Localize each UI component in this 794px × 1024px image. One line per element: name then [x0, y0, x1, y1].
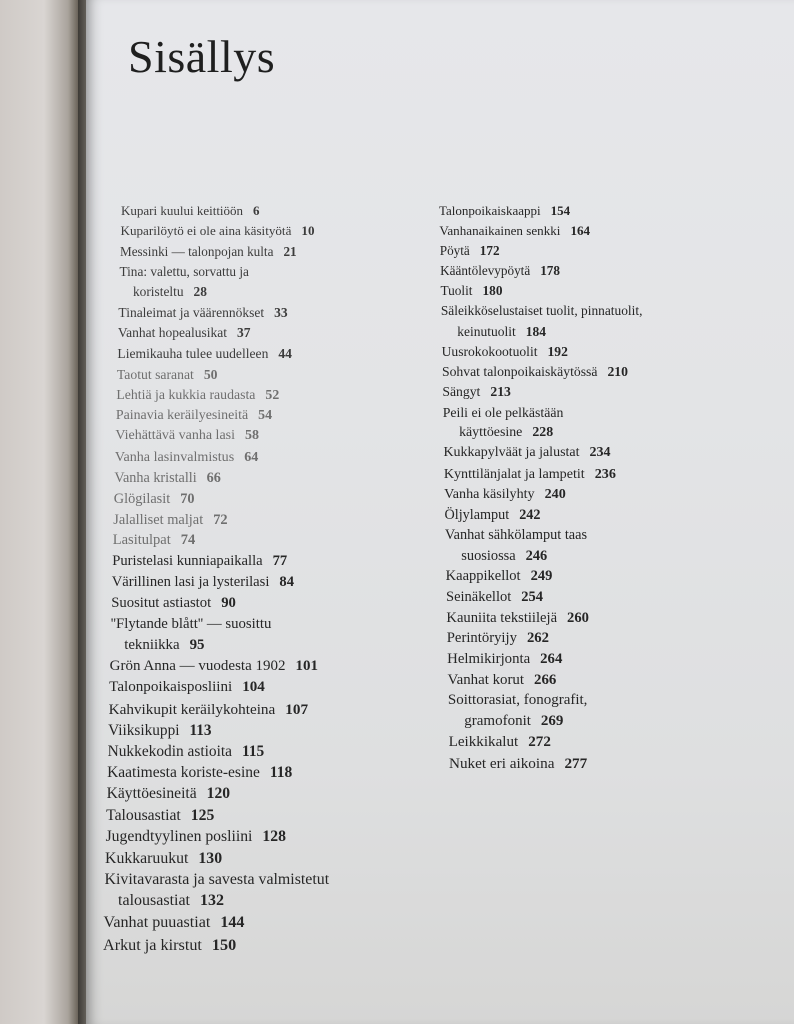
toc-entry-title: Painavia keräilyesineitä	[115, 407, 249, 423]
toc-entry-title: Vanhat sähkölamput taas	[444, 527, 588, 544]
toc-entry	[115, 428, 259, 444]
toc-entry	[120, 223, 314, 239]
facing-page-edge	[0, 0, 80, 1024]
toc-entry-page-number: 104	[242, 679, 265, 696]
toc-entry	[133, 284, 207, 300]
toc-entry	[445, 527, 587, 544]
toc-entry	[107, 764, 292, 782]
toc-entry	[111, 595, 236, 612]
toc-entry-page-number: 58	[245, 428, 259, 444]
toc-entry	[439, 203, 570, 219]
toc-entry-title: Kukkaruukut	[105, 849, 189, 867]
toc-entry	[106, 807, 214, 825]
toc-entry-title: Perintöryijy	[446, 630, 517, 647]
toc-entry-title: Vanha lasinvalmistus	[114, 449, 235, 466]
toc-entry-page-number: 236	[594, 465, 616, 482]
toc-entry	[440, 263, 560, 279]
toc-entry-title: Tinaleimat ja väärennökset	[118, 304, 265, 320]
toc-entry-title: Nukkekodin astioita	[107, 742, 233, 760]
toc-entry-title: Nuket eri aikoina	[449, 755, 555, 772]
toc-entry-title: Uusrokokootuolit	[441, 343, 538, 359]
toc-entry-page-number: 90	[221, 595, 236, 612]
toc-entry	[442, 364, 628, 380]
toc-entry	[121, 203, 260, 219]
toc-entry	[114, 491, 195, 508]
toc-entry-title: Kupari kuului keittiöön	[121, 203, 244, 218]
toc-entry-title: Seinäkellot	[446, 588, 512, 605]
toc-entry-title: Pöytä	[439, 243, 470, 259]
toc-entry	[446, 568, 553, 585]
toc-entry-title: Talousastiat	[106, 806, 181, 824]
toc-entry	[448, 692, 588, 709]
toc-entry-title: Sängyt	[442, 384, 481, 400]
toc-entry	[440, 243, 500, 259]
toc-entry-title: tekniikka	[124, 637, 180, 654]
toc-entry	[124, 637, 204, 654]
toc-entry	[443, 445, 610, 461]
toc-entry-page-number: 6	[253, 203, 260, 218]
toc-entry-title: Liemikauha tulee uudelleen	[117, 345, 269, 361]
toc-entry-page-number: 70	[180, 490, 195, 507]
toc-entry-title: gramofonit	[464, 713, 531, 730]
toc-entry-page-number: 240	[544, 486, 566, 503]
toc-entry-title: Sohvat talonpoikaiskäytössä	[441, 364, 598, 380]
toc-entry	[459, 425, 553, 441]
toc-entry-page-number: 28	[193, 284, 207, 300]
toc-entry-page-number: 37	[237, 325, 251, 341]
toc-entry-page-number: 264	[540, 650, 563, 667]
toc-entry	[442, 344, 568, 360]
toc-entry-page-number: 77	[272, 553, 288, 570]
toc-entry-title: Kääntölevypöytä	[440, 263, 531, 279]
toc-entry-page-number: 213	[490, 384, 511, 400]
toc-entry-title: Suositut astiastot	[111, 595, 212, 612]
toc-entry-title: Vanhat puuastiat	[103, 913, 211, 931]
toc-entry	[113, 532, 196, 549]
toc-entry	[115, 449, 258, 466]
toc-entry	[112, 574, 294, 591]
toc-entry-title: Värillinen lasi ja lysterilasi	[111, 574, 270, 591]
toc-entry-page-number: 115	[242, 742, 265, 760]
toc-entry	[104, 914, 245, 932]
toc-entry-title: Kynttilänjalat ja lampetit	[443, 465, 585, 482]
toc-entry	[109, 679, 265, 696]
toc-entry-page-number: 228	[532, 424, 554, 440]
toc-entry-page-number: 180	[482, 283, 503, 299]
toc-entry	[119, 264, 249, 280]
toc-entry-page-number: 242	[519, 506, 541, 523]
toc-entry	[108, 722, 211, 740]
toc-entry-page-number: 277	[564, 755, 588, 772]
toc-entry-page-number: 52	[265, 387, 280, 403]
toc-entry-title: Kahvikupit keräilykohteina	[108, 700, 276, 718]
toc-entry	[441, 303, 643, 319]
toc-entry-title: koristeltu	[132, 284, 184, 300]
toc-entry-page-number: 107	[285, 700, 309, 718]
toc-entry	[448, 672, 557, 689]
toc-entry-page-number: 128	[262, 828, 286, 846]
toc-entry	[111, 616, 272, 633]
toc-entry-title: Lasitulpat	[112, 532, 171, 549]
toc-entry	[109, 701, 308, 719]
toc-entry-page-number: 172	[479, 243, 500, 259]
toc-entry-title: Helmikirjonta	[447, 650, 531, 667]
toc-entry	[443, 405, 564, 421]
toc-entry-title: Tina: valettu, sorvattu ja	[119, 264, 249, 280]
toc-entry-title: Taotut saranat	[116, 366, 194, 382]
toc-entry-title: Kaappikellot	[445, 568, 521, 585]
toc-entry-page-number: 272	[528, 734, 551, 751]
toc-entry	[446, 589, 543, 606]
toc-entry	[464, 713, 563, 730]
toc-entry-title: Kaatimesta koriste-esine	[107, 764, 260, 782]
toc-entry-title: Vanhanaikainen senkki	[439, 223, 561, 239]
toc-entry-page-number: 64	[244, 449, 259, 466]
toc-entry-page-number: 184	[525, 323, 546, 339]
toc-entry-title: Leikkikalut	[448, 734, 519, 751]
toc-entry-page-number: 260	[567, 609, 589, 626]
toc-entry	[439, 223, 590, 239]
toc-entry-page-number: 33	[274, 304, 288, 320]
toc-entry-title: Säleikköselustaiset tuolit, pinnatuolit,	[440, 303, 643, 319]
toc-entry-title: Peili ei ole pelkästään	[442, 404, 564, 420]
toc-entry-page-number: 132	[200, 892, 224, 910]
toc-entry-page-number: 210	[607, 364, 628, 380]
toc-entry	[118, 305, 287, 321]
toc-entry	[444, 466, 616, 483]
toc-entry-page-number: 164	[570, 223, 591, 239]
toc-entry-page-number: 150	[211, 935, 237, 954]
toc-entry	[449, 755, 587, 773]
toc-entry-title: Käyttöesineitä	[106, 785, 197, 803]
toc-entry	[103, 936, 236, 955]
toc-entry-title: Kukkapylväät ja jalustat	[443, 445, 580, 461]
toc-entry-title: Grön Anna — vuodesta 1902	[109, 658, 286, 675]
toc-entry-title: käyttöesine	[459, 424, 523, 440]
toc-entry-title: Puristelasi kunniapaikalla	[112, 553, 263, 570]
toc-entry-title: Kivitavarasta ja savesta valmistetut	[104, 870, 330, 888]
toc-entry-title: Jalalliset maljat	[113, 511, 204, 528]
toc-entry	[447, 630, 549, 647]
toc-entry	[442, 384, 511, 400]
toc-entry-title: Soittorasiat, fonografit,	[447, 692, 588, 709]
toc-entry-title: Jugendtyylinen posliini	[105, 828, 253, 846]
toc-entry	[117, 346, 292, 362]
page-title: Sisällys	[128, 31, 276, 82]
toc-entry-page-number: 246	[525, 547, 548, 564]
toc-entry-page-number: 50	[203, 366, 218, 382]
toc-entry-page-number: 54	[258, 407, 273, 423]
toc-entry-title: Kuparilöytö ei ole aina käsityötä	[120, 223, 292, 239]
toc-entry	[116, 408, 272, 424]
toc-entry	[118, 325, 251, 341]
toc-entry-page-number: 66	[206, 469, 221, 486]
toc-entry-title: Vanha käsilyhty	[444, 486, 535, 503]
toc-entry	[110, 658, 318, 675]
toc-entry-title: talousastiat	[118, 892, 190, 910]
toc-entry-title: Lehtiä ja kukkia raudasta	[116, 387, 256, 403]
toc-entry	[461, 548, 547, 565]
toc-entry-page-number: 192	[547, 343, 568, 359]
toc-entry-title: keinutuolit	[457, 323, 516, 339]
toc-entry	[114, 470, 221, 487]
toc-entry	[457, 324, 546, 340]
toc-entry-page-number: 101	[295, 658, 318, 675]
toc-entry	[116, 387, 279, 403]
toc-entry	[447, 651, 562, 668]
toc-entry-page-number: 113	[189, 721, 212, 739]
toc-entry-title: Talonpoikaiskaappi	[439, 203, 541, 218]
toc-entry-page-number: 120	[206, 785, 231, 803]
toc-entry	[120, 244, 297, 260]
toc-entry-page-number: 234	[589, 445, 611, 461]
toc-entry-page-number: 178	[540, 263, 560, 279]
toc-entry	[105, 850, 222, 868]
toc-entry-title: ''Flytande blått'' — suosittu	[110, 616, 272, 633]
toc-entry-page-number: 130	[198, 849, 223, 867]
toc-entry-page-number: 254	[521, 588, 544, 605]
toc-entry-page-number: 154	[550, 203, 571, 218]
toc-entry-page-number: 74	[180, 532, 196, 549]
toc-entry-page-number: 95	[189, 637, 205, 654]
toc-entry-page-number: 144	[220, 913, 245, 931]
toc-entry-page-number: 262	[526, 630, 549, 647]
toc-entry-page-number: 118	[269, 764, 293, 782]
toc-entry-page-number: 249	[530, 568, 553, 585]
toc-entry-title: Vanhat korut	[447, 671, 525, 688]
toc-entry	[108, 743, 265, 761]
toc-entry-page-number: 72	[213, 511, 228, 528]
toc-entry-title: Arkut ja kirstut	[103, 935, 202, 954]
toc-entry	[449, 734, 551, 751]
toc-entry-title: Vanha kristalli	[114, 469, 197, 486]
toc-entry-page-number: 125	[190, 806, 215, 824]
toc-entry	[106, 828, 286, 846]
toc-entry-title: Messinki — talonpojan kulta	[119, 243, 274, 259]
toc-entry-title: Tuolit	[440, 283, 473, 299]
toc-entry-page-number: 21	[283, 243, 297, 259]
toc-entry-page-number: 10	[301, 223, 315, 239]
toc-entry-page-number: 44	[278, 345, 292, 361]
toc-entry	[445, 507, 541, 524]
toc-entry-title: Viiksikuppi	[108, 721, 180, 739]
toc-entry	[440, 283, 502, 299]
toc-entry	[112, 553, 287, 570]
toc-entry-title: Viehättävä vanha lasi	[115, 428, 235, 444]
toc-entry-title: Öljylamput	[444, 506, 510, 523]
toc-entry-title: Kauniita tekstiilejä	[446, 609, 558, 626]
toc-entry	[105, 871, 330, 889]
toc-entry	[107, 785, 230, 803]
toc-entry-page-number: 84	[279, 574, 294, 591]
toc-entry-page-number: 269	[540, 713, 564, 730]
toc-entry-page-number: 266	[534, 671, 557, 688]
toc-entry	[118, 892, 224, 910]
toc-entry	[117, 367, 218, 383]
toc-entry-title: Vanhat hopealusikat	[117, 325, 228, 341]
toc-entry-title: Glögilasit	[113, 490, 171, 507]
toc-entry	[113, 512, 227, 529]
toc-entry-title: Talonpoikaisposliini	[109, 679, 233, 696]
toc-entry	[446, 610, 589, 627]
toc-entry	[444, 486, 566, 503]
toc-entry-title: suosiossa	[461, 547, 516, 564]
